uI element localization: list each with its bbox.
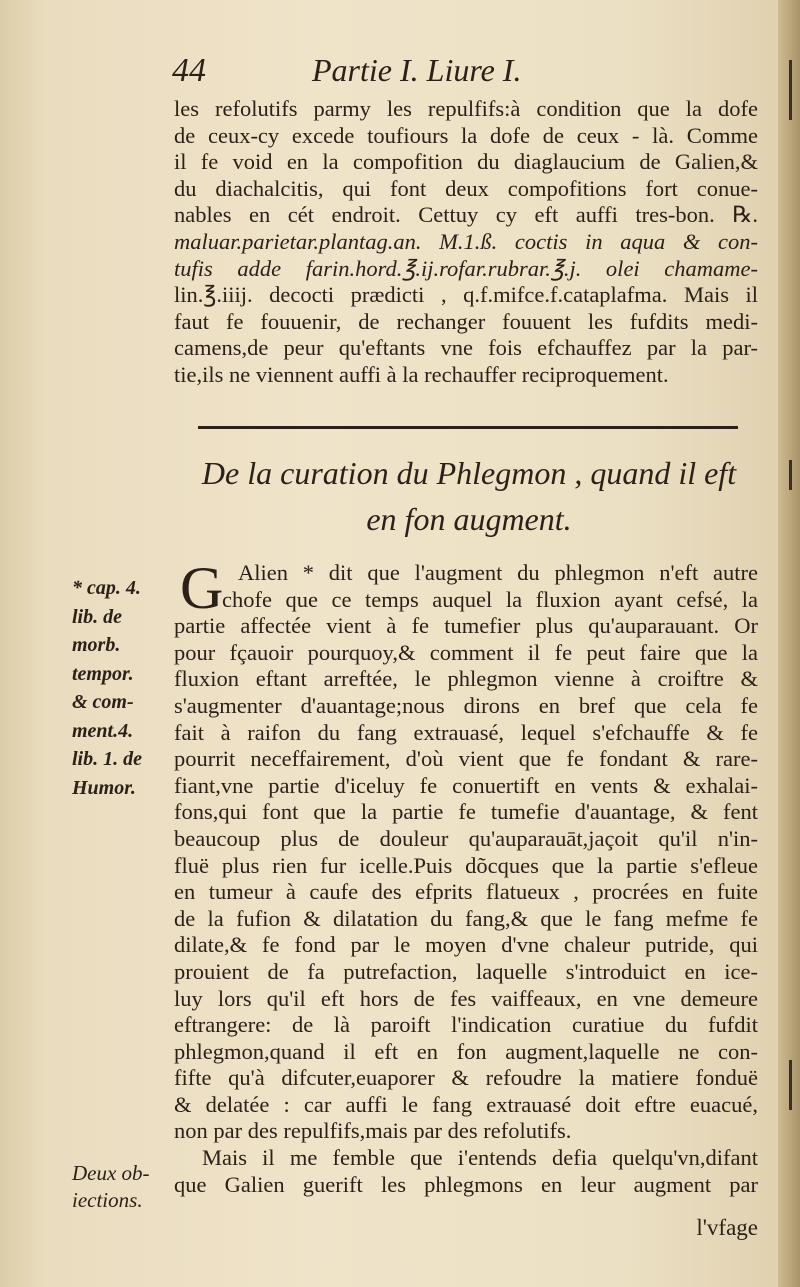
page-gutter (778, 0, 800, 1287)
text-line: Alien * dit que l'augment du phlegmon n'eft autre (238, 560, 758, 585)
margin-note-objections (72, 1160, 172, 1214)
paragraph-1 (174, 96, 758, 389)
heading-line-2: en fon augment. (366, 501, 572, 537)
margin-note-line: lib. de (72, 605, 122, 628)
text-line: pour fçauoir pourquoy,& comment il fe peut faire que la (174, 639, 758, 665)
margin-note-line: Humor. (72, 776, 136, 799)
text-line: pourrit neceffairement, d'où vient que fe fondant & rare- (174, 746, 758, 772)
section-heading (174, 450, 764, 542)
section-divider (198, 426, 738, 429)
text-line: partie affectée vient à fe tumefier plus qu'auparauant. Or (174, 613, 758, 639)
drop-cap: G (180, 555, 224, 621)
text-line: il fe void en la compofition du diaglaucium de Galien,& (174, 149, 758, 175)
running-title: Partie I. Liure I. (312, 52, 522, 88)
margin-note-line: Deux ob- (72, 1161, 150, 1185)
text-line: fiant,vne partie d'iceluy fe conuertift en vents & exhalai- (174, 772, 758, 798)
text-line: prouient de fa putrefaction, laquelle s'introduict en ice- (174, 958, 758, 984)
text-line: eftrangere: de là paroift l'indication curatiue du fufdit (174, 1012, 758, 1038)
text-line: fifte qu'à difcuter,euaporer & refoudre la matiere fonduë (174, 1065, 758, 1091)
text-line: dilate,& fe fond par le moyen d'vne chaleur putride, qui (174, 932, 758, 958)
text-line: fait à raifon du fang extrauasé, lequel s'efchauffe & fe (174, 719, 758, 745)
text-line: s'augmenter d'auantage;nous dirons en bref que cela fe (174, 692, 758, 718)
page-number: 44 (172, 52, 206, 89)
text-line: camens,de peur qu'eftants vne fois efchauffez par la par- (174, 335, 758, 361)
text-line: maluar.parietar.plantag.an. M.1.ß. coctis in aqua & con- (174, 228, 758, 254)
margin-note-line: * cap. 4. (72, 577, 141, 599)
text-line: chofe que ce temps auquel la fluxion ayant cefsé, la (222, 586, 758, 612)
margin-note-line: ment.4. (72, 719, 134, 742)
margin-note-line: iections. (72, 1188, 143, 1212)
catchword: l'vfage (696, 1215, 758, 1240)
text-line: fluxion eftant arreftée, le phlegmon vienne à croiftre & (174, 666, 758, 692)
margin-note-citation (72, 574, 172, 802)
paragraph-2 (174, 555, 758, 1198)
text-line: de ceux-cy excede toufiours la dofe de ceux - là. Comme (174, 122, 758, 148)
text-line: tie,ils ne viennent auffi à la rechauffer reciproquement. (174, 361, 669, 387)
margin-note-line: lib. 1. de (72, 748, 142, 770)
text-line: que Galien guerift les phlegmons en leur augment par (174, 1171, 758, 1197)
text-line: du diachalcitis, qui font deux compofitions fort conue- (174, 175, 758, 201)
text-line: luy lors qu'il eft hors de fes vaiffeaux, en vne demeure (174, 985, 758, 1011)
text-line: non par des repulfifs,mais par des refolutifs. (174, 1118, 572, 1144)
text-line: faut fe fouuenir, de rechanger fouuent les fufdits medi- (174, 308, 758, 334)
text-line: lin.℥.iiij. decocti prædicti , q.f.mifce.f.cataplafma. Mais il (174, 282, 758, 308)
margin-note-line: & com- (72, 691, 134, 713)
text-line: beaucoup plus de douleur qu'auparauāt,jaçoit qu'il n'in- (174, 825, 758, 851)
text-line: fons,qui font que la partie fe tumefie d'auantage, & fent (174, 799, 758, 825)
margin-note-line: morb. (72, 634, 121, 656)
heading-line-1: De la curation du Phlegmon , quand il eft (201, 455, 737, 491)
page-header (172, 52, 752, 92)
text-line: en tumeur à caufe des efprits flatueux , procrées en fuite (174, 879, 758, 905)
text-line: fluë plus rien fur icelle.Puis dõcques que la partie s'efleue (174, 852, 758, 878)
binding-edge (789, 460, 792, 490)
binding-edge (789, 60, 792, 120)
text-line: nables en cét endroit. Cettuy cy eft auffi tres-bon. ℞. (174, 202, 758, 228)
text-line: phlegmon,quand il eft en fon augment,laquelle ne con- (174, 1038, 758, 1064)
text-line: de la fufion & dilatation du fang,& que le fang mefme fe (174, 905, 758, 931)
text-line: & delatée : car auffi le fang extrauasé doit eftre euacué, (174, 1091, 758, 1117)
margin-note-line: tempor. (72, 662, 134, 685)
text-line: les refolutifs parmy les repulfifs:à condition que la dofe (174, 96, 758, 121)
binding-edge (789, 1060, 792, 1110)
text-line: tufis adde farin.hord.℥.ij.rofar.rubrar.℥.j. olei chamame- (174, 255, 758, 281)
text-line: Mais il me femble que i'entends defia quelqu'vn,difant (202, 1145, 758, 1171)
